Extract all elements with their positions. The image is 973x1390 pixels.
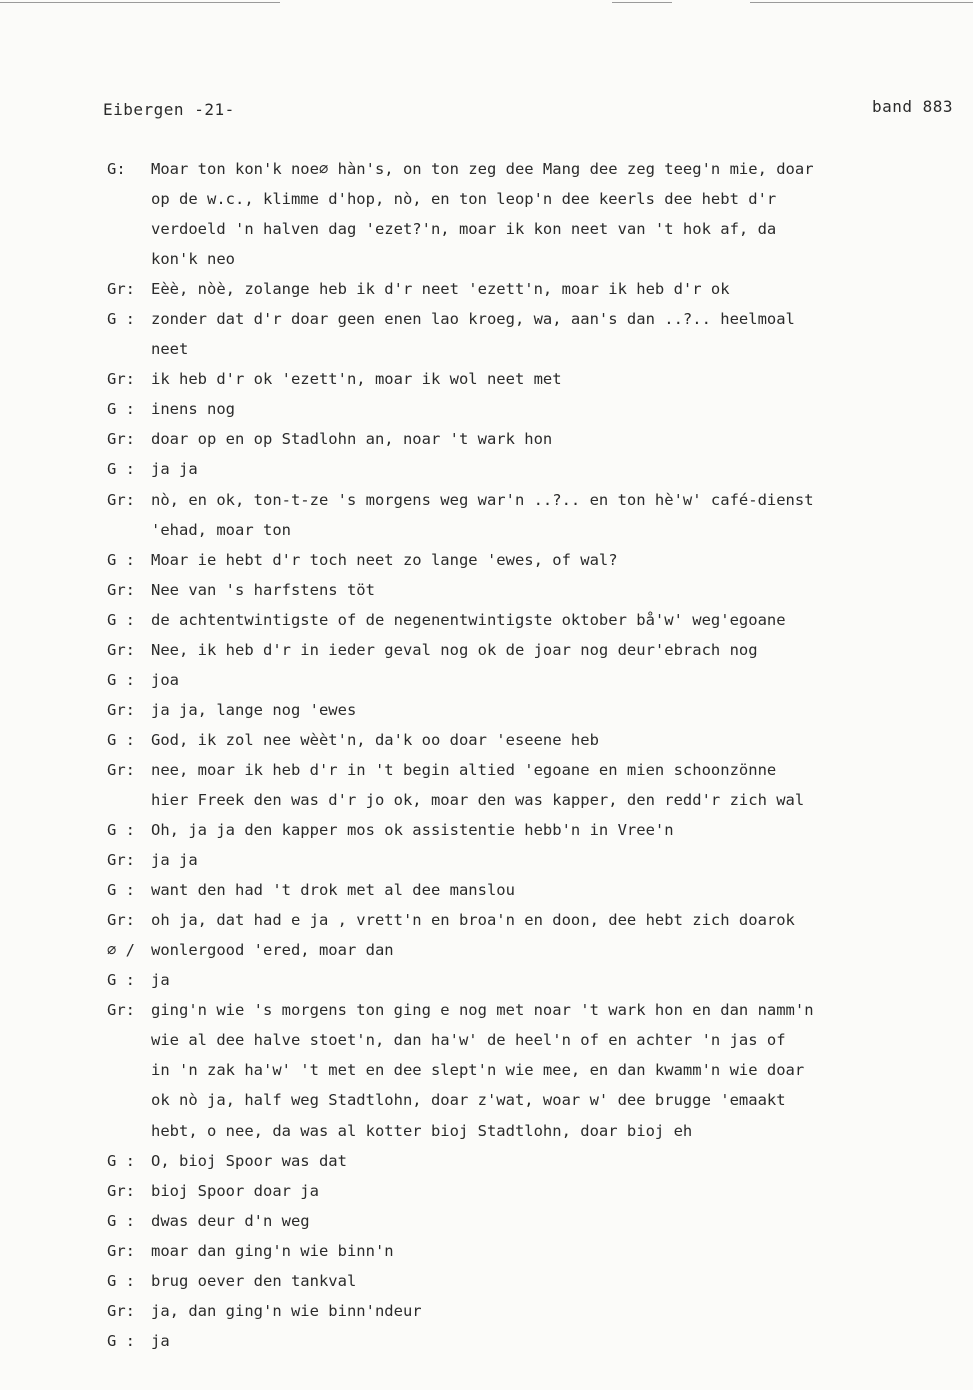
speaker-label: G : bbox=[107, 670, 135, 689]
utterance-text: nò, en ok, ton-t-ze 's morgens weg war'n ..?.. en ton hè'w' café-dienst bbox=[151, 490, 814, 509]
speaker-label: G : bbox=[107, 1271, 135, 1290]
transcript-line bbox=[107, 1059, 937, 1089]
utterance-text: Moar ton kon'k noe∅ hàn's, on ton zeg dee Mang dee zeg teeg'n mie, doar bbox=[151, 160, 814, 178]
utterance-text: kon'k neo bbox=[151, 250, 235, 269]
speaker-label: G : bbox=[107, 550, 135, 569]
top-rule-right bbox=[750, 2, 973, 3]
utterance-text: wonlergood 'ered, moar dan bbox=[151, 941, 394, 960]
speaker-label bbox=[107, 519, 151, 549]
transcript-line bbox=[107, 1089, 937, 1119]
transcript-line bbox=[107, 969, 937, 999]
speaker-label: G: bbox=[107, 160, 126, 178]
speaker-label: Gr: bbox=[107, 1001, 135, 1020]
utterance-text: ok nò ja, half weg Stadtlohn, doar z'wat, woar w' dee brugge 'emaakt bbox=[151, 1091, 786, 1110]
utterance-text: moar dan ging'n wie binn'n bbox=[151, 1241, 394, 1260]
speaker-label bbox=[107, 1029, 151, 1059]
utterance-text: op de w.c., klimme d'hop, nò, en ton leop'n dee keerls dee hebt d'r bbox=[151, 190, 777, 209]
transcript-line bbox=[107, 188, 937, 218]
transcript-line bbox=[107, 639, 937, 669]
speaker-label: Gr: bbox=[107, 911, 135, 930]
speaker-label bbox=[107, 1059, 151, 1089]
utterance-text: Moar ie hebt d'r toch neet zo lange 'ewes, of wal? bbox=[151, 550, 618, 569]
transcript-line bbox=[107, 338, 937, 368]
top-rule-mid bbox=[612, 2, 672, 3]
utterance-text: Oh, ja ja den kapper mos ok assistentie hebb'n in Vree'n bbox=[151, 821, 674, 840]
speaker-label bbox=[107, 1120, 151, 1150]
transcript-line bbox=[107, 1180, 937, 1210]
transcript-line bbox=[107, 308, 937, 338]
speaker-label: G : bbox=[107, 1151, 135, 1170]
utterance-text: ja ja bbox=[151, 851, 198, 870]
transcript-line bbox=[107, 669, 937, 699]
utterance-text: in 'n zak ha'w' 't met en dee slept'n wie mee, en dan kwamm'n wie doar bbox=[151, 1061, 805, 1080]
utterance-text: God, ik zol nee wèèt'n, da'k oo doar 'eseene heb bbox=[151, 730, 599, 749]
utterance-text: doar op en op Stadlohn an, noar 't wark hon bbox=[151, 430, 553, 449]
transcript-line bbox=[107, 428, 937, 458]
speaker-label: G : bbox=[107, 460, 135, 479]
transcript bbox=[107, 158, 937, 1360]
transcript-line bbox=[107, 368, 937, 398]
transcript-line bbox=[107, 1300, 937, 1330]
utterance-text: hebt, o nee, da was al kotter bioj Stadtlohn, doar bioj eh bbox=[151, 1121, 693, 1140]
transcript-line bbox=[107, 218, 937, 248]
speaker-label: G : bbox=[107, 821, 135, 840]
utterance-text: joa bbox=[151, 670, 179, 689]
speaker-label: Gr: bbox=[107, 490, 135, 509]
utterance-text: 'ehad, moar ton bbox=[151, 520, 291, 539]
transcript-line bbox=[107, 609, 937, 639]
transcript-line bbox=[107, 909, 937, 939]
utterance-text: inens nog bbox=[151, 400, 235, 419]
utterance-text: oh ja, dat had e ja , vrett'n en broa'n en doon, dee hebt zich doarok bbox=[151, 911, 795, 930]
speaker-label: Gr: bbox=[107, 1241, 135, 1260]
utterance-text: Nee, ik heb d'r in ieder geval nog ok de joar nog deur'ebrach nog bbox=[151, 640, 758, 659]
top-rule-left bbox=[0, 2, 280, 3]
transcript-line bbox=[107, 1210, 937, 1240]
transcript-line bbox=[107, 489, 937, 519]
transcript-line bbox=[107, 999, 937, 1029]
transcript-line bbox=[107, 939, 937, 969]
speaker-label: G : bbox=[107, 1211, 135, 1230]
transcript-line bbox=[107, 1029, 937, 1059]
speaker-label: G : bbox=[107, 730, 135, 749]
speaker-label: G : bbox=[107, 1331, 135, 1350]
transcript-line bbox=[107, 158, 937, 188]
transcript-line bbox=[107, 248, 937, 278]
speaker-label: G : bbox=[107, 400, 135, 419]
utterance-text: Eèè, nòè, zolange heb ik d'r neet 'ezett'n, moar ik heb d'r ok bbox=[151, 280, 730, 299]
page-header-tape: band 883 bbox=[872, 97, 954, 116]
utterance-text: ja bbox=[151, 1331, 170, 1350]
transcript-line bbox=[107, 849, 937, 879]
transcript-line bbox=[107, 458, 937, 488]
speaker-label: G : bbox=[107, 971, 135, 990]
speaker-label: Gr: bbox=[107, 760, 135, 779]
transcript-line bbox=[107, 729, 937, 759]
transcript-line bbox=[107, 549, 937, 579]
transcript-line bbox=[107, 398, 937, 428]
speaker-label: Gr: bbox=[107, 700, 135, 719]
speaker-label: Gr: bbox=[107, 430, 135, 449]
page-header-location: Eibergen -21- bbox=[103, 100, 235, 119]
transcript-line bbox=[107, 759, 937, 789]
speaker-label: Gr: bbox=[107, 640, 135, 659]
utterance-text: brug oever den tankval bbox=[151, 1271, 357, 1290]
utterance-text: zonder dat d'r doar geen enen lao kroeg, wa, aan's dan ..?.. heelmoal bbox=[151, 310, 795, 329]
utterance-text: ja ja, lange nog 'ewes bbox=[151, 700, 357, 719]
transcript-line bbox=[107, 1150, 937, 1180]
speaker-label: Gr: bbox=[107, 370, 135, 389]
utterance-text: neet bbox=[151, 340, 189, 359]
transcript-line bbox=[107, 699, 937, 729]
speaker-label bbox=[107, 188, 151, 218]
utterance-text: de achtentwintigste of de negenentwintigste oktober bå'w' weg'egoane bbox=[151, 610, 786, 629]
speaker-label bbox=[107, 789, 151, 819]
utterance-text: dwas deur d'n weg bbox=[151, 1211, 310, 1230]
utterance-text: hier Freek den was d'r jo ok, moar den was kapper, den redd'r zich wal bbox=[151, 790, 805, 809]
utterance-text: ja ja bbox=[151, 460, 198, 479]
transcript-line bbox=[107, 519, 937, 549]
speaker-label bbox=[107, 218, 151, 248]
utterance-text: ja, dan ging'n wie binn'ndeur bbox=[151, 1301, 422, 1320]
utterance-text: O, bioj Spoor was dat bbox=[151, 1151, 347, 1170]
transcript-line bbox=[107, 819, 937, 849]
transcript-line bbox=[107, 1240, 937, 1270]
transcript-line bbox=[107, 879, 937, 909]
transcript-line bbox=[107, 1270, 937, 1300]
utterance-text: ging'n wie 's morgens ton ging e nog met noar 't wark hon en dan namm'n bbox=[151, 1001, 814, 1020]
utterance-text: Nee van 's harfstens töt bbox=[151, 580, 375, 599]
utterance-text: ja bbox=[151, 971, 170, 990]
speaker-label bbox=[107, 338, 151, 368]
transcript-line bbox=[107, 789, 937, 819]
speaker-label: Gr: bbox=[107, 280, 135, 299]
utterance-text: bioj Spoor doar ja bbox=[151, 1181, 319, 1200]
transcript-line bbox=[107, 278, 937, 308]
utterance-text: ik heb d'r ok 'ezett'n, moar ik wol neet met bbox=[151, 370, 562, 389]
speaker-label: G : bbox=[107, 610, 135, 629]
speaker-label: Gr: bbox=[107, 851, 135, 870]
utterance-text: nee, moar ik heb d'r in 't begin altied 'egoane en mien schoonzönne bbox=[151, 760, 777, 779]
speaker-label: Gr: bbox=[107, 580, 135, 599]
speaker-label: G : bbox=[107, 310, 135, 329]
speaker-label bbox=[107, 1089, 151, 1119]
speaker-label: ∅ / bbox=[107, 941, 135, 960]
speaker-label bbox=[107, 248, 151, 278]
transcript-line bbox=[107, 579, 937, 609]
speaker-label: G : bbox=[107, 881, 135, 900]
utterance-text: wie al dee halve stoet'n, dan ha'w' de heel'n of en achter 'n jas of bbox=[151, 1031, 786, 1050]
transcript-line bbox=[107, 1120, 937, 1150]
speaker-label: Gr: bbox=[107, 1181, 135, 1200]
utterance-text: want den had 't drok met al dee manslou bbox=[151, 881, 515, 900]
speaker-label: Gr: bbox=[107, 1301, 135, 1320]
transcript-line bbox=[107, 1330, 937, 1360]
utterance-text: verdoeld 'n halven dag 'ezet?'n, moar ik kon neet van 't hok af, da bbox=[151, 220, 777, 239]
